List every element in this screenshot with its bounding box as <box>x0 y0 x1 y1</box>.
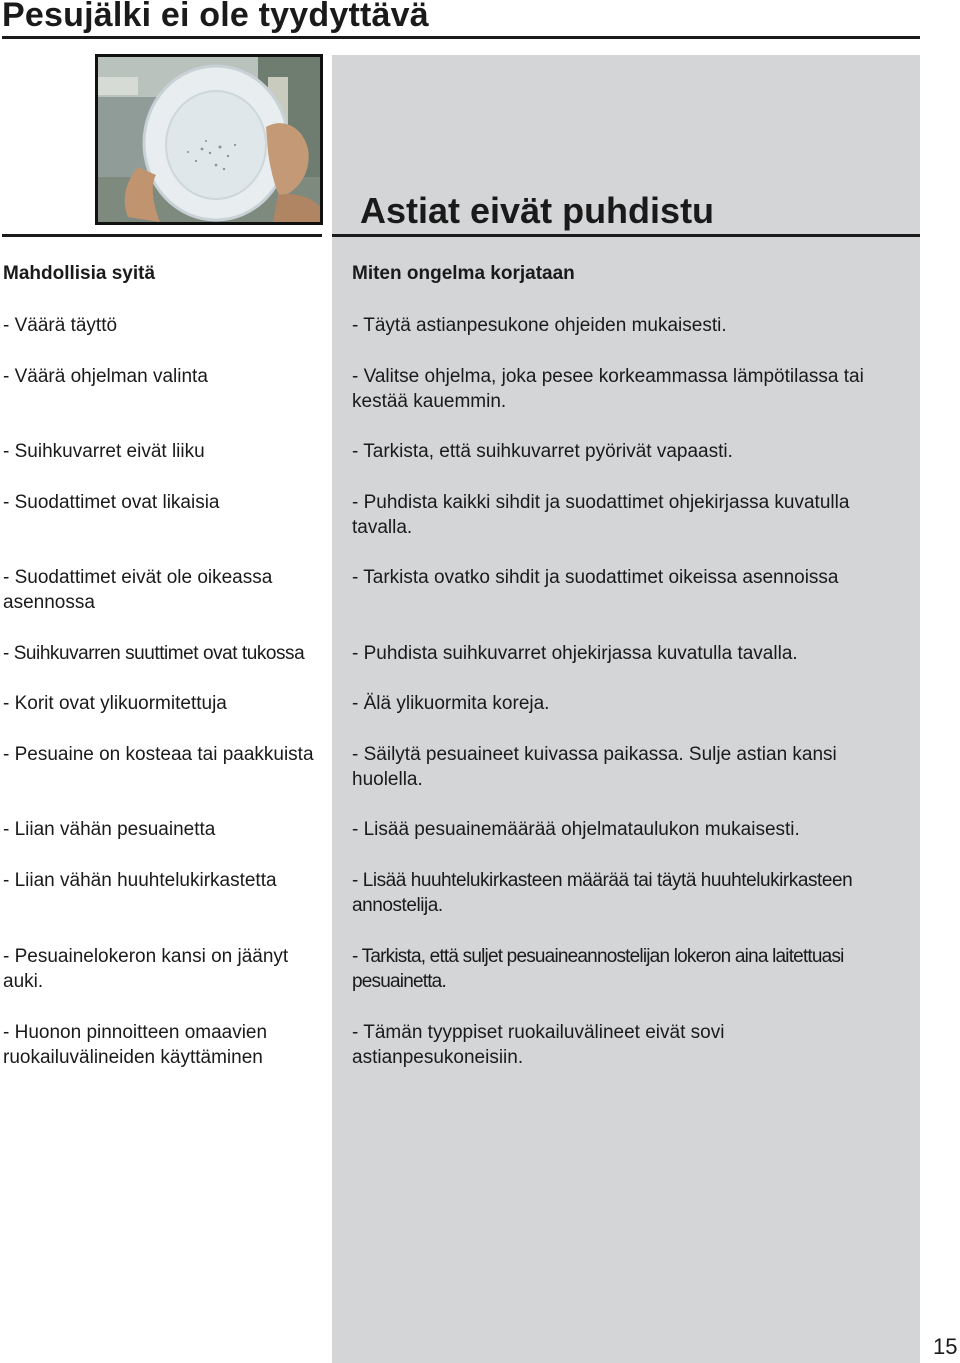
page-number: 15 <box>933 1334 958 1359</box>
plate-photo-icon <box>98 57 320 222</box>
cause-item: - Pesuaine on kosteaa tai paakkuista <box>3 744 314 765</box>
cause-item: - Suihkuvarret eivät liiku <box>3 441 205 462</box>
title-divider <box>2 36 920 39</box>
dirty-plate-photo <box>95 54 323 225</box>
section-title: Astiat eivät puhdistu <box>360 190 715 231</box>
cause-item: - Liian vähän pesuainetta <box>3 819 216 840</box>
fix-item: - Älä ylikuormita koreja. <box>352 693 550 714</box>
fix-item: - Puhdista kaikki sihdit ja suodattimet ohjekirjassa kuvatulla tavalla. <box>352 492 850 538</box>
fix-item: - Tarkista ovatko sihdit ja suodattimet oikeissa asennoissa <box>352 567 839 588</box>
fix-item: - Lisää huuhtelukirkasteen määrää tai täytä huuhtelukirkasteen annostelija. <box>352 870 853 916</box>
section-divider <box>332 234 920 237</box>
cause-item: - Suodattimet ovat likaisia <box>3 492 220 513</box>
cause-item: - Suodattimet eivät ole oikeassa asennossa <box>3 567 273 613</box>
cause-item: - Huonon pinnoitteen omaavien ruokailuvälineiden käyttäminen <box>3 1022 268 1068</box>
cause-item: - Suihkuvarren suuttimet ovat tukossa <box>3 643 305 664</box>
cause-item: - Pesuainelokeron kansi on jäänyt auki. <box>3 946 289 992</box>
fixes-header: Miten ongelma korjataan <box>352 263 575 284</box>
fix-item: - Puhdista suihkuvarret ohjekirjassa kuvatulla tavalla. <box>352 643 798 664</box>
cause-item: - Väärä täyttö <box>3 315 118 336</box>
fix-item: - Säilytä pesuaineet kuivassa paikassa. Sulje astian kansi huolella. <box>352 744 837 790</box>
page-title: Pesujälki ei ole tyydyttävä <box>2 0 429 34</box>
fix-item: - Tarkista, että suihkuvarret pyörivät vapaasti. <box>352 441 733 462</box>
fix-item: - Lisää pesuainemäärää ohjelmataulukon mukaisesti. <box>352 819 800 840</box>
fix-item: - Valitse ohjelma, joka pesee korkeammassa lämpötilassa tai kestää kauemmin. <box>352 366 864 412</box>
fix-item: - Täytä astianpesukone ohjeiden mukaisesti. <box>352 315 727 336</box>
cause-item: - Korit ovat ylikuormitettuja <box>3 693 227 714</box>
fix-item: - Tämän tyyppiset ruokailuvälineet eivät sovi astianpesukoneisiin. <box>352 1022 725 1068</box>
causes-divider <box>2 234 322 237</box>
cause-item: - Väärä ohjelman valinta <box>3 366 208 387</box>
causes-header: Mahdollisia syitä <box>3 263 156 284</box>
fix-item: - Tarkista, että suljet pesuaineannostelijan lokeron aina laitettuasi pesuainetta. <box>352 946 844 992</box>
cause-item: - Liian vähän huuhtelukirkastetta <box>3 870 277 891</box>
